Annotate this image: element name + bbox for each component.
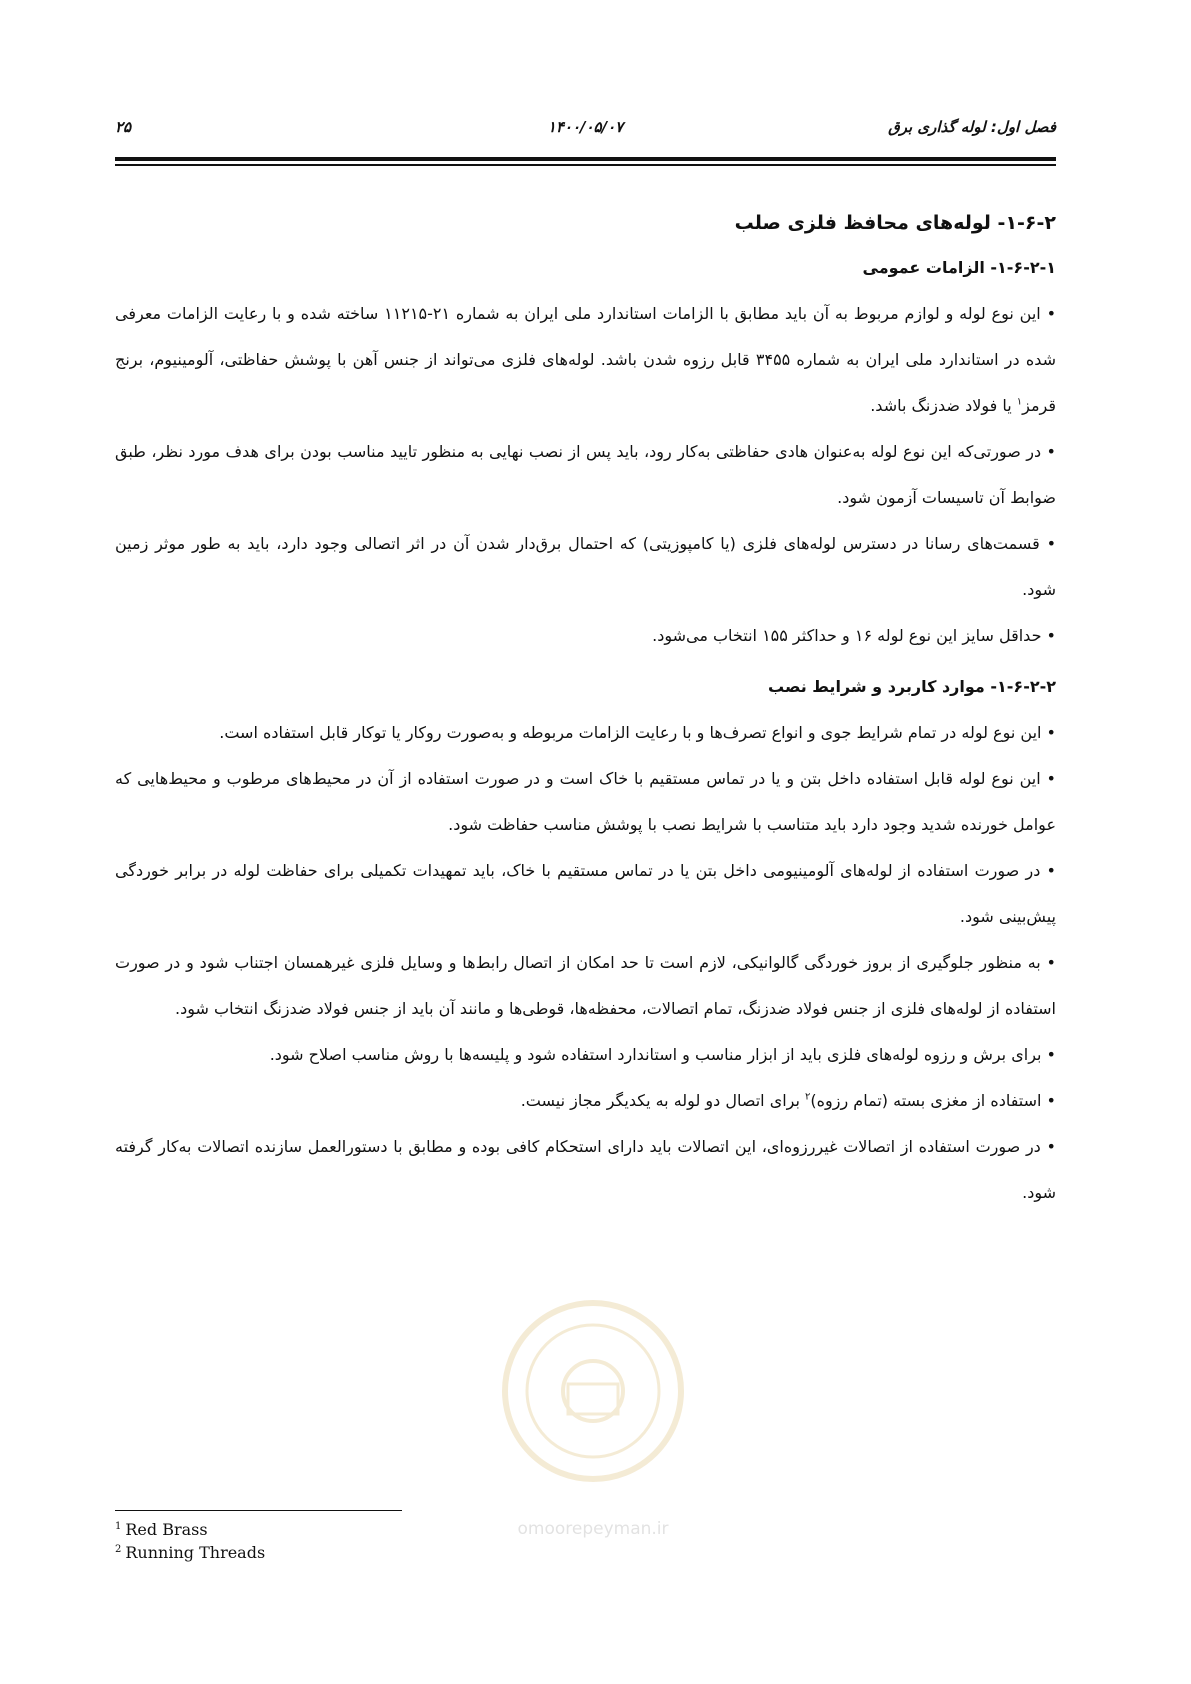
subsection-title-usage: ۱-۶-۲-۲- موارد کاربرد و شرایط نصب	[768, 677, 1056, 696]
list-item: • استفاده از مغزی بسته (تمام رزوه)$^۲$ برای اتصال دو لوله به یکدیگر مجاز نیست.	[115, 1078, 1056, 1124]
list-item: • حداقل سایز این نوع لوله ۱۶ و حداکثر ۱۵۵ انتخاب می‌شود.	[115, 613, 1056, 659]
footnote-2: $^2$ Running Threads	[115, 1543, 266, 1562]
page-header	[115, 118, 1056, 148]
section-title: ۱-۶-۲- لوله‌های محافظ فلزی صلب	[734, 212, 1056, 234]
page-content	[115, 212, 1056, 1216]
list-item: • این نوع لوله و لوازم مربوط به آن باید مطابق با الزامات استاندارد ملی ایران به شماره ۲۱-۱۱۲۱۵ ساخته شده و با رعایت الزامات معرفی شده در استاندارد ملی ایران به شماره ۳۴۵۵ قابل رزوه شدن باشد. لوله‌های فلزی می‌تواند از جنس آهن با پوشش حفاظتی، آلومینیوم، برنج قرمز$^۱$ یا فولاد ضدزنگ باشد.	[115, 291, 1056, 429]
watermark-logo	[498, 1296, 688, 1546]
list-item: • به منظور جلوگیری از بروز خوردگی گالوانیکی، لازم است تا حد امکان از اتصال رابط‌ها و وسایل فلزی غیرهمسان اجتناب شود و در صورت استفاده از لوله‌های فلزی از جنس فولاد ضدزنگ، تمام اتصالات، محفظه‌ها، قوطی‌ها و مانند آن باید از جنس فولاد ضدزنگ انتخاب شود.	[115, 940, 1056, 1032]
watermark-text: omoorepeyman.ir	[517, 1519, 669, 1539]
header-rule-thin	[115, 164, 1056, 166]
list-item: • در صورت استفاده از لوله‌های آلومینیومی داخل بتن یا در تماس مستقیم با خاک، باید تمهیدات تکمیلی برای حفاظت لوله در برابر خوردگی پیش‌بینی شود.	[115, 848, 1056, 940]
footnotes	[115, 1518, 265, 1564]
list-item: • قسمت‌های رسانا در دسترس لوله‌های فلزی (یا کامپوزیتی) که احتمال برق‌دار شدن آن در اثر اتصالی وجود دارد، باید به طور موثر زمین شود.	[115, 521, 1056, 613]
list-item: • این نوع لوله قابل استفاده داخل بتن و یا در تماس مستقیم با خاک است و در صورت استفاده از آن در محیط‌های مرطوب و محیط‌هایی که عوامل خورنده شدید وجود دارد باید متناسب با شرایط نصب با پوشش مناسب حفاظت شود.	[115, 756, 1056, 848]
subsection-title-general: ۱-۶-۲-۱- الزامات عمومی	[862, 258, 1056, 277]
list-item: • در صورتی‌که این نوع لوله به‌عنوان هادی حفاظتی به‌کار رود، باید پس از نصب نهایی به منظور تایید مناسب بودن برای هدف مورد نظر، طبق ضوابط آن تاسیسات آزمون شود.	[115, 429, 1056, 521]
footnote-ref: ۱	[1016, 396, 1023, 408]
list-item: • این نوع لوله در تمام شرایط جوی و انواع تصرف‌ها و با رعایت الزامات مربوطه و به‌صورت روکار یا توکار قابل استفاده است.	[115, 710, 1056, 756]
footnote-ref: ۲	[805, 1091, 811, 1103]
header-rule-thick	[115, 157, 1056, 161]
header-date: ۱۴۰۰/۰۵/۰۷	[547, 118, 624, 136]
chapter-title: فصل اول: لوله گذاری برق	[888, 118, 1056, 136]
footnote-1: $^1$ Red Brass	[115, 1520, 208, 1539]
list-item: • برای برش و رزوه لوله‌های فلزی باید از ابزار مناسب و استاندارد استفاده شود و پلیسه‌ها با روش مناسب اصلاح شود.	[115, 1032, 1056, 1078]
page-number: ۲۵	[115, 118, 132, 136]
list-item: • در صورت استفاده از اتصالات غیررزوه‌ای، این اتصالات باید دارای استحکام کافی بوده و مطابق با دستورالعمل سازنده اتصالات به‌کار گرفته شود.	[115, 1124, 1056, 1216]
footnote-rule	[115, 1510, 402, 1511]
